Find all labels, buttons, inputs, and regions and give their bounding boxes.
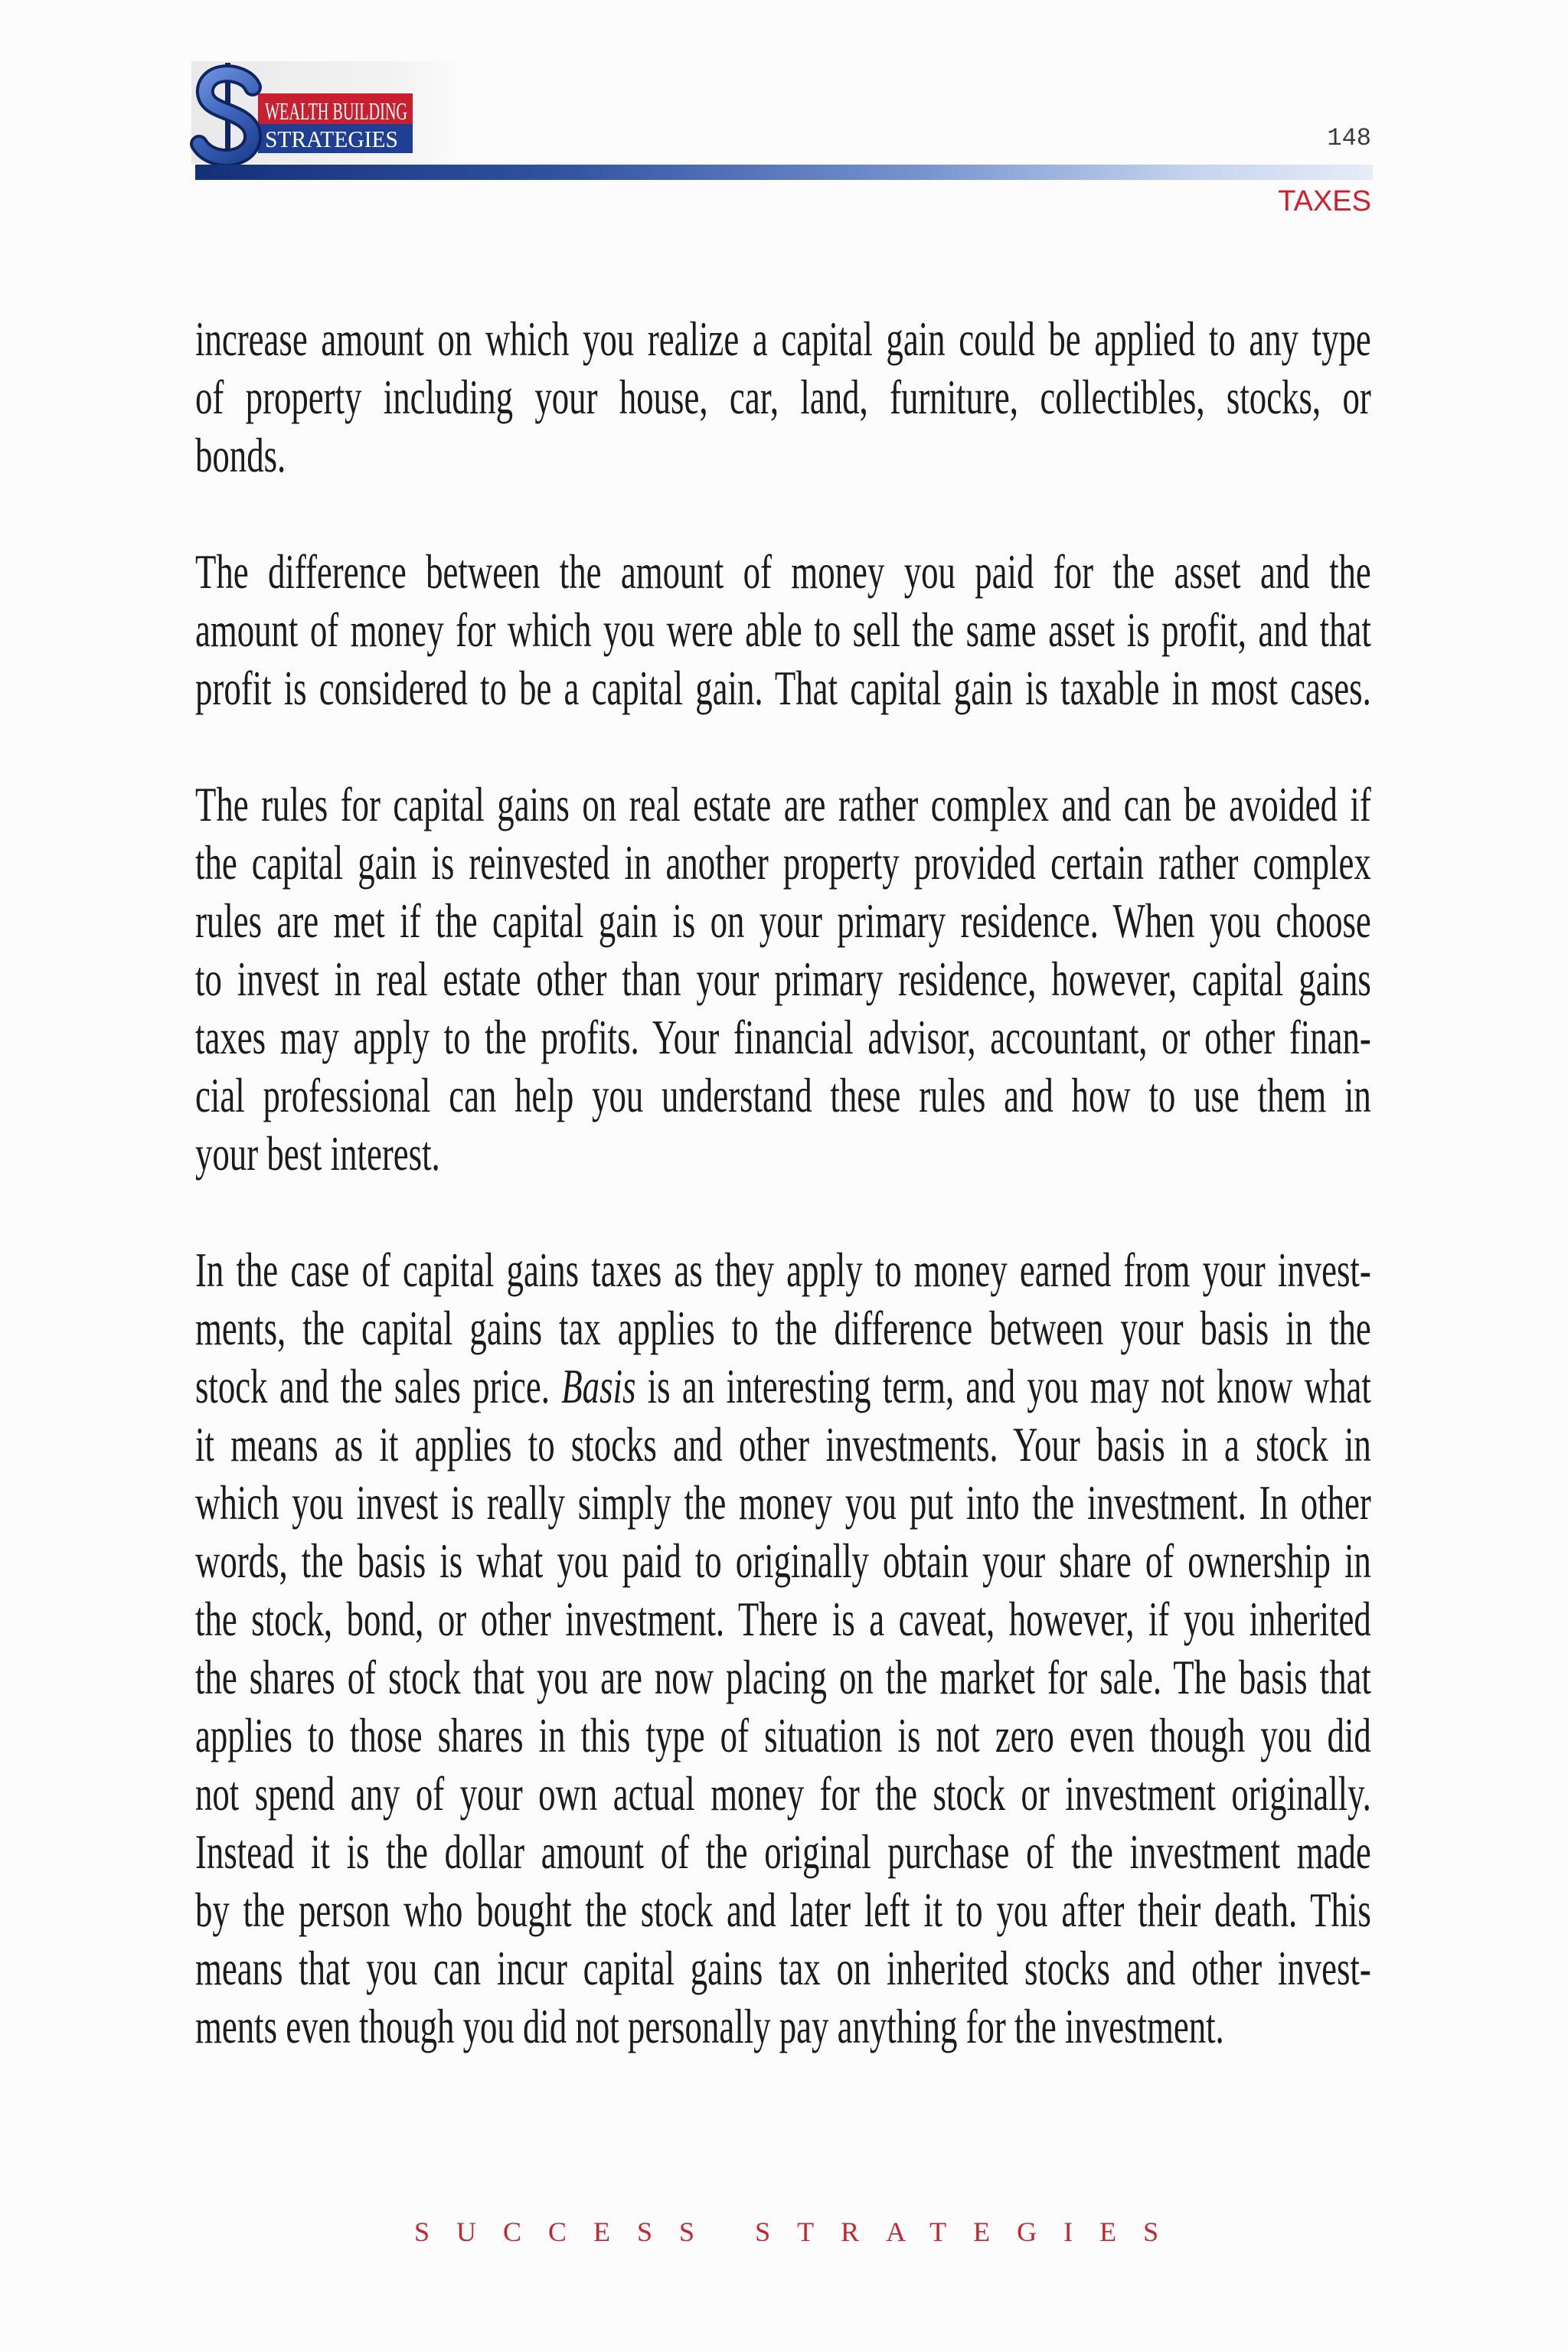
text-line: cial professional can help you understand these rules and how to use them in (195, 1068, 1371, 1122)
logo-line-2: STRATEGIES (265, 126, 398, 152)
text-line: profit is considered to be a capital gain. That capital gain is taxable in most cases. (195, 661, 1371, 715)
emphasized-term: Basis (561, 1359, 636, 1413)
text-line: In the case of capital gains taxes as they apply to money earned from your invest- (195, 1243, 1371, 1297)
text-line: The rules for capital gains on real estate are rather complex and can be avoided if (195, 777, 1371, 831)
text-line: not spend any of your own actual money for the stock or investment originally. (195, 1766, 1371, 1821)
header-rule (195, 165, 1373, 180)
text-line: The difference between the amount of money you paid for the asset and the (195, 544, 1371, 599)
text-line: words, the basis is what you paid to originally obtain your share of ownership in (195, 1534, 1371, 1588)
text-line: bonds. (195, 428, 286, 482)
text-line: ments, the capital gains tax applies to the difference between your basis in the (195, 1301, 1371, 1355)
section-title: TAXES (1278, 185, 1371, 217)
logo (184, 61, 475, 168)
paragraph-4 (195, 1241, 1371, 2056)
text-segment: is an interesting term, and you may not know what (647, 1359, 1371, 1413)
text-line: your best interest. (195, 1126, 440, 1181)
text-line: rules are met if the capital gain is on your primary residence. When you choose (195, 893, 1371, 948)
text-line: by the person who bought the stock and later left it to you after their death. This (195, 1883, 1371, 1937)
text-line: the stock, bond, or other investment. There is a caveat, however, if you inherited (195, 1592, 1371, 1646)
body-text (195, 310, 1371, 2056)
logo-line-1: WEALTH BUILDING (265, 97, 407, 125)
paragraph-1 (195, 310, 1371, 485)
text-line: applies to those shares in this type of situation is not zero even though you did (195, 1708, 1371, 1762)
text-line: the capital gain is reinvested in another property provided certain rather complex (195, 835, 1371, 890)
body-text-inner (195, 310, 1371, 2056)
text-line: taxes may apply to the profits. Your financial advisor, accountant, or other finan- (195, 1010, 1371, 1064)
paragraph-3 (195, 776, 1371, 1183)
text-line: amount of money for which you were able to sell the same asset is profit, and that (195, 603, 1371, 657)
text-line: which you invest is really simply the money you put into the investment. In other (195, 1475, 1371, 1530)
text-line: of property including your house, car, land, furniture, collectibles, stocks, or (195, 370, 1371, 424)
text-line: increase amount on which you realize a capital gain could be applied to any type (195, 312, 1371, 366)
text-line (195, 1357, 1371, 1416)
text-segment: stock and the sales price. (195, 1359, 550, 1413)
text-line: ments even though you did not personally pay anything for the investment. (195, 1999, 1224, 2053)
text-line: it means as it applies to stocks and other investments. Your basis in a stock in (195, 1417, 1371, 1472)
text-line: means that you can incur capital gains tax on inherited stocks and other invest- (195, 1941, 1371, 1995)
text-line: the shares of stock that you are now placing on the market for sale. The basis that (195, 1650, 1371, 1704)
text-line: Instead it is the dollar amount of the original purchase of the investment made (195, 1824, 1371, 1879)
text-line: to invest in real estate other than your primary residence, however, capital gains (195, 952, 1371, 1006)
page-number: 148 (1327, 124, 1371, 152)
paragraph-2 (195, 543, 1371, 717)
footer-tagline: SUCCESS STRATEGIES (414, 2216, 1186, 2247)
